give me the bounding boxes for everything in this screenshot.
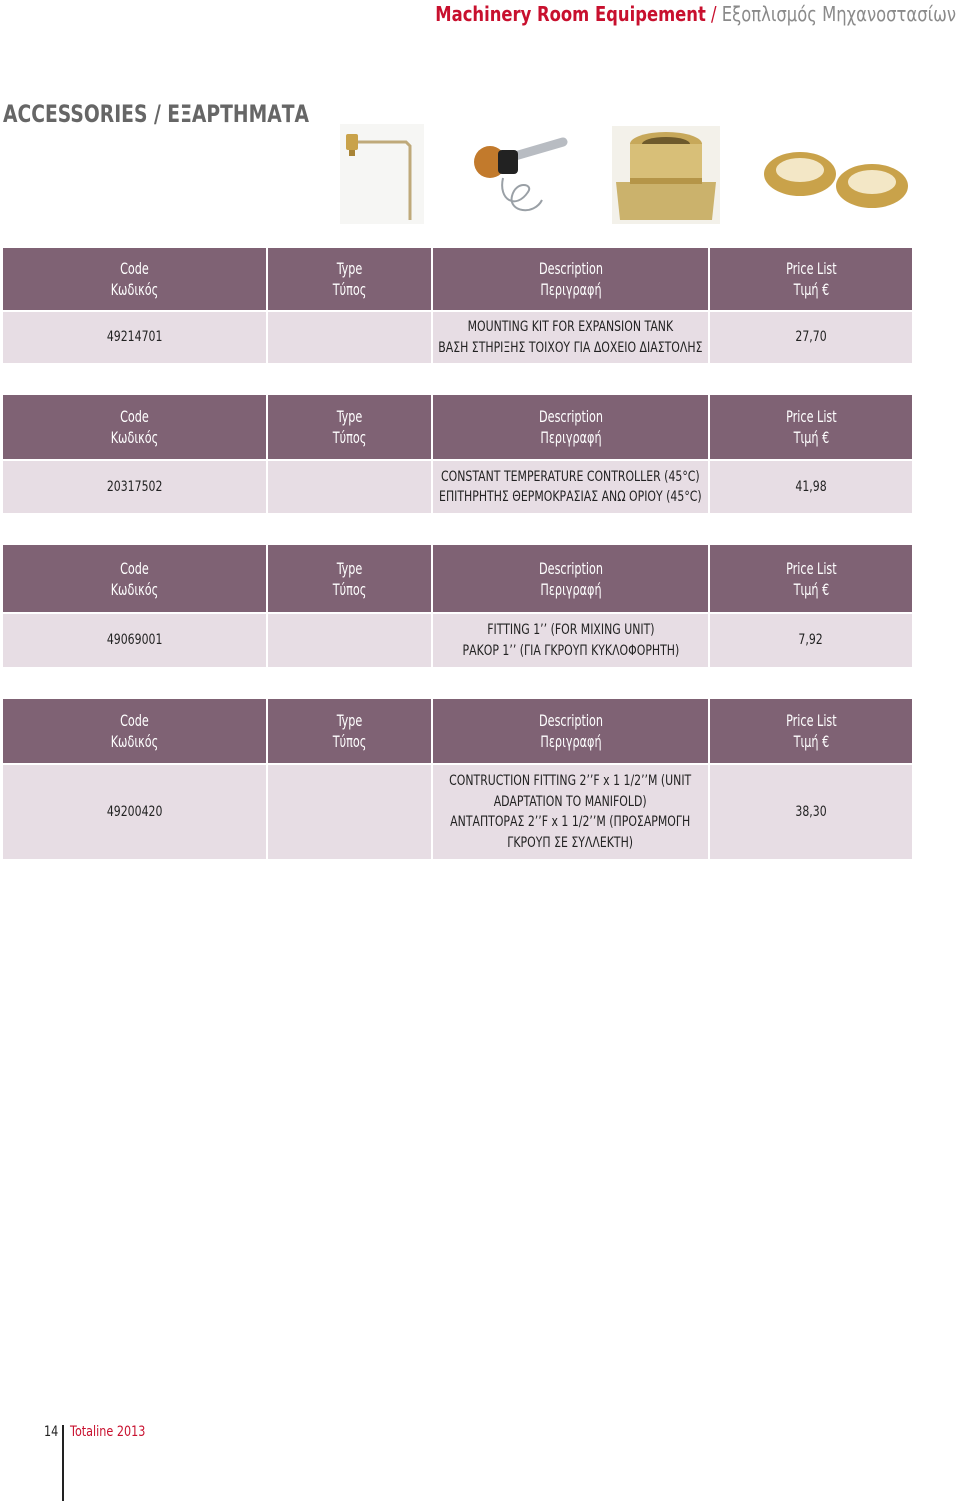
product-price: 38,30 [795, 803, 827, 820]
product-code: 49200420 [3, 765, 268, 859]
header-price: Price List Τιμή € [785, 407, 837, 447]
product-code: 49069001 [3, 614, 268, 667]
table-header-row [3, 395, 912, 459]
product-type [268, 765, 433, 859]
temperature-controller-image [468, 130, 568, 222]
header-type: Type Τύπος [268, 545, 433, 612]
product-price: 41,98 [795, 478, 827, 495]
product-type [268, 614, 433, 667]
brass-rings-image [760, 142, 912, 218]
product-code: 20317502 [3, 461, 268, 513]
table-header-row [3, 248, 912, 310]
header-type: Type Τύπος [268, 248, 433, 310]
product-description: MOUNTING KIT FOR EXPANSION TANK ΒΑΣΗ ΣΤΗΡΙΞΗΣ ΤΟΙΧΟΥ ΓΙΑ ΔΟΧΕΙΟ ΔΙΑΣΤΟΛΗΣ [433, 312, 710, 363]
header-type: Type Τύπος [268, 395, 433, 459]
product-table-2 [3, 395, 912, 513]
header-title-en: Machinery Room Equipement [435, 2, 706, 26]
header-separator: / [705, 2, 722, 26]
header-price: Price List Τιμή € [785, 558, 837, 599]
product-description: CONSTANT TEMPERATURE CONTROLLER (45°C) ΕΠΙΤΗΡΗΤΗΣ ΘΕΡΜΟΚΡΑΣΙΑΣ ΑΝΩ ΟΡΙΟΥ (45°C) [433, 461, 710, 513]
header-description: Description Περιγραφή [433, 699, 710, 763]
header-description: Description Περιγραφή [433, 395, 710, 459]
header-type: Type Τύπος [268, 699, 433, 763]
header-code: Code Κωδικός [3, 395, 268, 459]
section-title: ACCESSORIES / ΕΞΑΡΤΗΜΑΤΑ [3, 100, 309, 128]
product-table-4 [3, 699, 912, 859]
page-header-title [435, 2, 956, 26]
product-price: 27,70 [795, 329, 827, 346]
table-row [3, 614, 912, 667]
product-price: 7,92 [798, 632, 824, 649]
table-row [3, 461, 912, 513]
table-header-row [3, 699, 912, 763]
footer-divider [62, 1425, 64, 1501]
header-code: Code Κωδικός [3, 248, 268, 310]
product-images [0, 118, 960, 228]
product-description: FITTING 1’’ (FOR MIXING UNIT) ΡΑΚΟΡ 1’’ (ΓΙΑ ΓΚΡΟΥΠ ΚΥΚΛΟΦΟΡΗΤΗ) [433, 614, 710, 667]
product-description: CONTRUCTION FITTING 2’’F x 1 1/2’’M (UNIT ADAPTATION TO MANIFOLD) ΑΝΤΑΠΤΟΡΑΣ 2’’F x 1 1/2’’M (ΠΡΟΣΑΡΜΟΓΗ ΓΚΡΟΥΠ ΣΕ ΣΥΛΛΕΚΤΗ) [433, 765, 710, 859]
header-title-gr: Εξοπλισμός Μηχανοστασίων [721, 2, 956, 26]
footer-brand: Totaline 2013 [70, 1424, 146, 1440]
product-code: 49214701 [3, 312, 268, 363]
product-table-3 [3, 545, 912, 667]
header-code: Code Κωδικός [3, 699, 268, 763]
product-type [268, 461, 433, 513]
header-price: Price List Τιμή € [785, 259, 837, 299]
header-price: Price List Τιμή € [785, 711, 837, 751]
table-row [3, 312, 912, 363]
table-header-row [3, 545, 912, 612]
product-table-1 [3, 248, 912, 363]
page-number: 14 [44, 1424, 59, 1440]
header-code: Code Κωδικός [3, 545, 268, 612]
header-description: Description Περιγραφή [433, 248, 710, 310]
product-type [268, 312, 433, 363]
fitting-image [612, 126, 720, 224]
header-description: Description Περιγραφή [433, 545, 710, 612]
mounting-kit-image [340, 124, 424, 224]
table-row [3, 765, 912, 859]
